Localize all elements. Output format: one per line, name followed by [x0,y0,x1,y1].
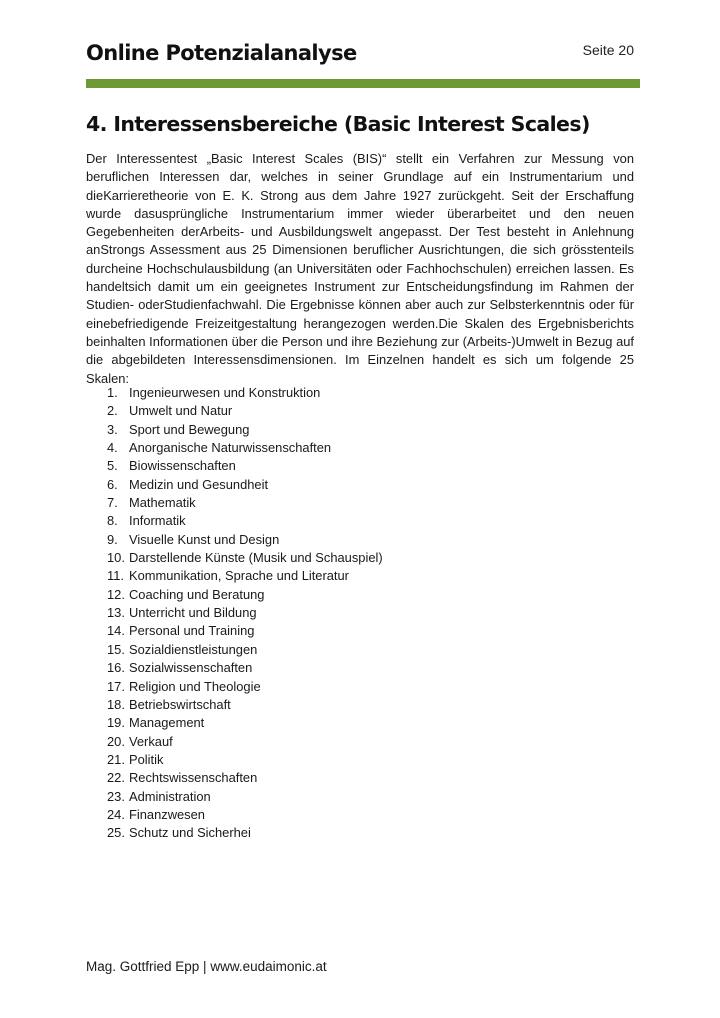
list-item-number: 25. [107,825,125,841]
list-item [107,824,383,842]
list-item-label: Anorganische Naturwissenschaften [129,440,332,456]
list-item-label: Administration [129,788,211,804]
list-item [107,769,383,787]
page-number: Seite 20 [582,42,634,58]
list-item-label: Mathematik [129,495,196,511]
list-item-label: Sozialwissenschaften [129,660,253,676]
list-item [107,384,383,402]
list-item-label: Informatik [129,513,186,529]
page-footer: Mag. Gottfried Epp | www.eudaimonic.at [86,959,327,974]
list-item [107,457,383,475]
list-item-label: Unterricht und Bildung [129,605,257,621]
list-item-label: Visuelle Kunst und Design [129,531,280,547]
list-item-number: 19. [107,715,125,731]
list-item-number: 6. [107,476,118,492]
list-item-number: 13. [107,605,125,621]
list-item-number: 7. [107,495,118,511]
list-item-number: 24. [107,806,125,822]
list-item-number: 18. [107,696,125,712]
list-item [107,439,383,457]
list-item-number: 4. [107,440,118,456]
list-item-number: 12. [107,586,125,602]
list-item [107,604,383,622]
list-item-number: 23. [107,788,125,804]
list-item-label: Finanzwesen [129,806,205,822]
list-item-number: 21. [107,751,125,767]
list-item-label: Darstellende Künste (Musik und Schauspiel) [129,550,383,566]
list-item [107,476,383,494]
document-title: Online Potenzialanalyse [86,41,357,65]
list-item [107,531,383,549]
list-item [107,402,383,420]
list-item [107,678,383,696]
list-item-number: 20. [107,733,125,749]
scales-list [107,384,383,843]
list-item [107,696,383,714]
list-item-number: 15. [107,641,125,657]
list-item-label: Politik [129,751,164,767]
list-item-label: Ingenieurwesen und Konstruktion [129,385,321,400]
list-item [107,659,383,677]
list-item [107,788,383,806]
list-item-number: 1. [107,385,118,400]
list-item [107,806,383,824]
list-item [107,751,383,769]
header-divider [86,79,640,88]
list-item-label: Management [129,715,205,731]
list-item [107,641,383,659]
intro-paragraph: Der Interessentest „Basic Interest Scales (BIS)“ stellt ein Verfahren zur Messung von beruflichen Interessen dar, welches in seiner Grundlage auf ein Instrumentarium und dieKarrieretheorie von E. K. Strong aus dem Jahre 1927 zurückgeht. Seit der Erschaffung wurde dasusprüngliche Instrumentarium immer wieder überarbeitet und den neuen Gegebenheiten derArbeits- und Ausbildungswelt angepasst. Der Test besteht in Anlehnung anStrongs Assessment aus 25 Dimensionen beruflicher Ausrichtungen, die sich grösstenteils durcheine Hochschulausbildung (an Universitäten oder Fachhochschulen) erreichen lassen. Es handeltsich damit um ein geeignetes Instrument zur Entscheidungsfindung im Rahmen der Studien- oderStudienfachwahl. Die Ergebnisse können aber auch zur Selbsterkenntnis oder für einebefriedigende Freizeitgestaltung herangezogen werden.Die Skalen des Ergebnisberichts beinhalten Informationen über die Person und ihre Beziehung zur (Arbeits-)Umwelt in Bezug auf die abgebildeten Interessensdimensionen. Im Einzelnen handelt es sich um folgende 25 Skalen: [86,151,634,386]
list-item-number: 10. [107,550,125,566]
list-item [107,622,383,640]
list-item [107,586,383,604]
list-item-number: 2. [107,403,118,419]
list-item-number: 22. [107,770,125,786]
list-item-number: 11. [107,568,124,584]
list-item-label: Umwelt und Natur [129,403,233,419]
list-item [107,714,383,732]
list-item-label: Biowissenschaften [129,458,236,474]
list-item-number: 14. [107,623,125,639]
list-item [107,567,383,585]
list-item-label: Sozialdienstleistungen [129,641,258,657]
list-item-number: 5. [107,458,118,474]
list-item [107,494,383,512]
list-item-number: 3. [107,421,118,437]
section-heading: 4. Interessensbereiche (Basic Interest Scales) [86,112,590,136]
list-item-number: 16. [107,660,125,676]
list-item-label: Verkauf [129,733,173,749]
list-item [107,733,383,751]
list-item-number: 17. [107,678,125,694]
list-item [107,421,383,439]
list-item-number: 9. [107,531,118,547]
list-item-label: Schutz und Sicherhei [129,825,251,841]
list-item-label: Personal und Training [129,623,255,639]
list-item-label: Rechtswissenschaften [129,770,258,786]
list-item-label: Betriebswirtschaft [129,696,231,712]
list-item-number: 8. [107,513,118,529]
list-item-label: Religion und Theologie [129,678,261,694]
list-item-label: Coaching und Beratung [129,586,265,602]
list-item [107,512,383,530]
list-item-label: Kommunikation, Sprache und Literatur [129,568,349,584]
list-item-label: Medizin und Gesundheit [129,476,269,492]
list-item [107,549,383,567]
list-item-label: Sport und Bewegung [129,421,250,437]
